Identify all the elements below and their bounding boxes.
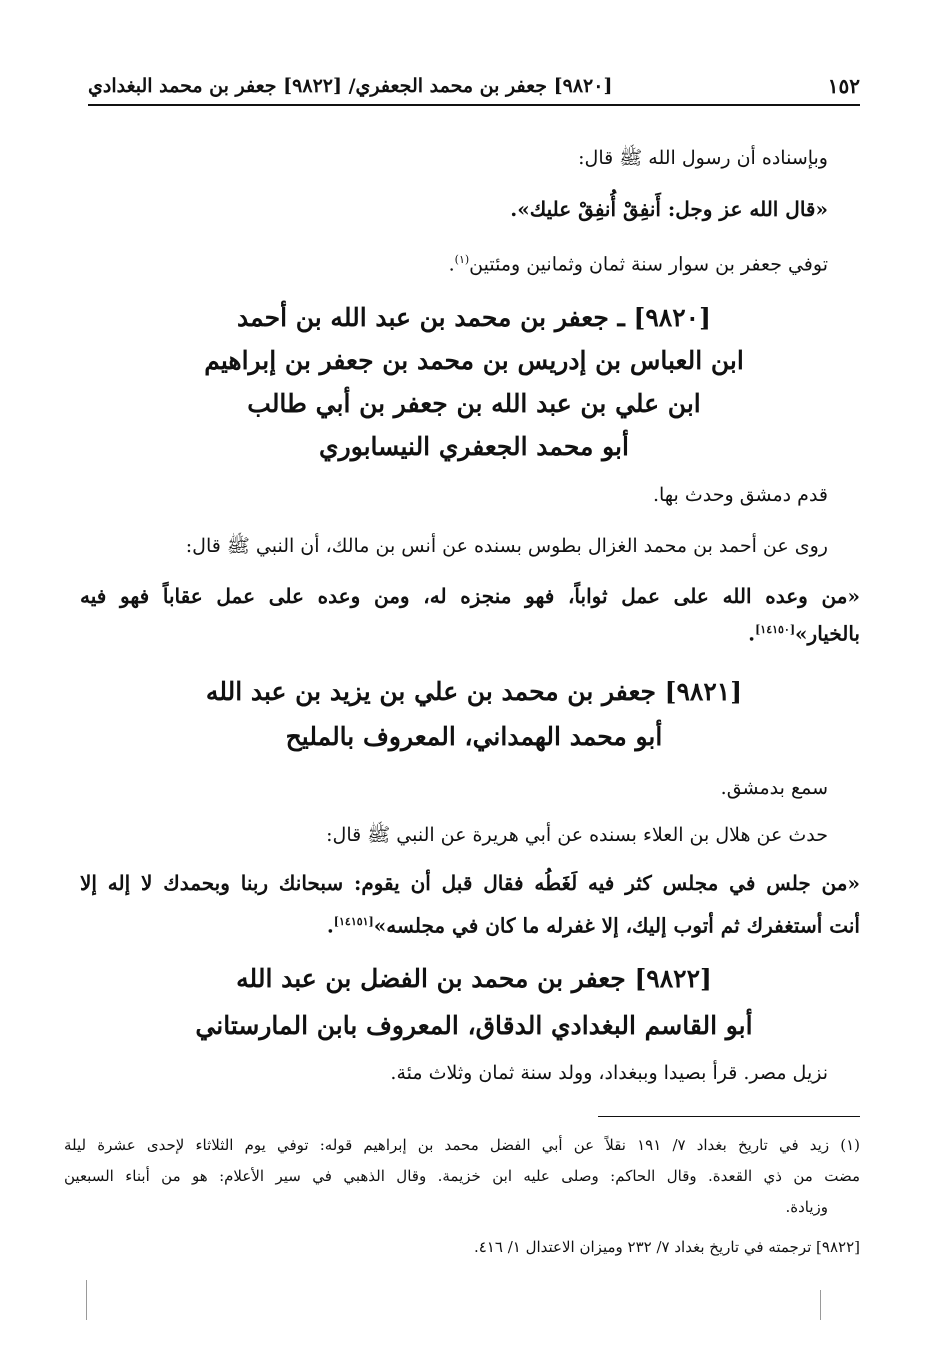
entry-9820-text-2: روى عن أحمد بن محمد الغزال بطوس بسنده عن أنس بن مالك، أن النبي ﷺ قال: <box>185 535 828 557</box>
hadith-ref-14151: [١٤١٥١] <box>333 915 374 928</box>
entry-9820-heading-1: [٩٨٢٠] ـ جعفر بن محمد بن عبد الله بن أحمد <box>237 303 711 332</box>
prev-death-text: توفي جعفر بن سوار سنة ثمان وثمانين ومئتين <box>469 253 828 276</box>
entry-9822-heading-1: [٩٨٢٢] جعفر بن محمد بن الفضل بن عبد الله <box>236 964 712 993</box>
entry-9822-text-1: نزيل مصر. قرأ بصيدا وببغداد، وولد سنة ثمان وثلاث مئة. <box>390 1062 828 1084</box>
entry-9820-hadith-1: «من وعده الله على عمل ثواباً، فهو منجزه له، ومن وعده على عمل عقاباً فهو فيه <box>80 584 860 608</box>
hadith-ref-14150: [١٤١٥٠] <box>755 623 796 636</box>
entry-9820-heading-3: ابن علي بن عبد الله بن جعفر بن أبي طالب <box>247 389 701 418</box>
entry-9821-heading-1: [٩٨٢١] جعفر بن محمد بن علي بن يزيد بن عبد الله <box>205 677 743 706</box>
entry-9820-text-1: قدم دمشق وحدث بها. <box>652 484 828 506</box>
entry-9821-hadith-2-line <box>88 906 860 942</box>
entry-9822-heading-2: أبو القاسم البغدادي الدقاق، المعروف بابن المارستاني <box>195 1011 753 1040</box>
entry-9821-text-2: حدث عن هلال بن العلاء بسنده عن أبي هريرة عن النبي ﷺ قال: <box>326 824 828 846</box>
entry-9820-heading-4: أبو محمد الجعفري النيسابوري <box>319 432 629 461</box>
entry-9821-hadith-1: «من جلس في مجلس كثر فيه لَغَطُه فقال قبل أن يقوم: سبحانك ربنا وبحمدك لا إله إلا <box>80 871 860 895</box>
prev-isnad-line: وبإسناده أن رسول الله ﷺ قال: <box>578 147 828 169</box>
entry-9820-hadith-end: . <box>748 621 756 646</box>
scan-margin-mark <box>820 1290 821 1320</box>
header-rule <box>88 104 860 106</box>
entry-9821-hadith-2: أنت أستغفرك ثم أتوب إليك، إلا غفرله ما كان في مجلسه» <box>373 913 860 938</box>
running-header <box>88 70 860 102</box>
prev-hadith: «قال الله عز وجل: أَنفِقْ أُنفِقْ عليك». <box>510 197 828 221</box>
entry-9821-text-1: سمع بدمشق. <box>720 777 828 799</box>
entry-9820-hadith-2-line <box>88 614 860 650</box>
prev-death-end: . <box>448 253 455 276</box>
footnote-rule <box>598 1116 860 1117</box>
footnote-1-line-1: (١) زيد في تاريخ بغداد ٧/ ١٩١ نقلاً عن أبي الفضل محمد بن إبراهيم قوله: توفي يوم الثلاثاء لإحدى عشرة ليلة <box>64 1136 860 1154</box>
entry-9820-hadith-2: بالخيار» <box>795 621 860 646</box>
footnote-2: [٩٨٢٢] ترجمته في تاريخ بغداد ٧/ ٢٣٢ وميزان الاعتدال ١/ ٤١٦. <box>473 1238 860 1256</box>
entry-9820-heading-2: ابن العباس بن إدريس بن محمد بن جعفر بن إبراهيم <box>204 346 744 375</box>
footnote-1-line-2: مضت من ذي القعدة. وقال الحاكم: وصلى عليه ابن خزيمة. وقال الذهبي في سير الأعلام: هو من أبناء السبعين <box>64 1167 860 1185</box>
header-title: [٩٨٢٠] جعفر بن محمد الجعفري/ [٩٨٢٢] جعفر بن محمد البغدادي <box>88 75 613 97</box>
scan-margin-mark <box>86 1280 87 1320</box>
footnote-1-line-3: وزيادة. <box>785 1198 828 1216</box>
prev-death-line <box>88 244 828 280</box>
footnote-marker-1: (١) <box>454 253 470 266</box>
entry-9821-heading-2: أبو محمد الهمداني، المعروف بالمليح <box>285 722 663 751</box>
entry-9821-hadith-end: . <box>326 913 334 938</box>
page-number: ١٥٢ <box>827 74 860 98</box>
